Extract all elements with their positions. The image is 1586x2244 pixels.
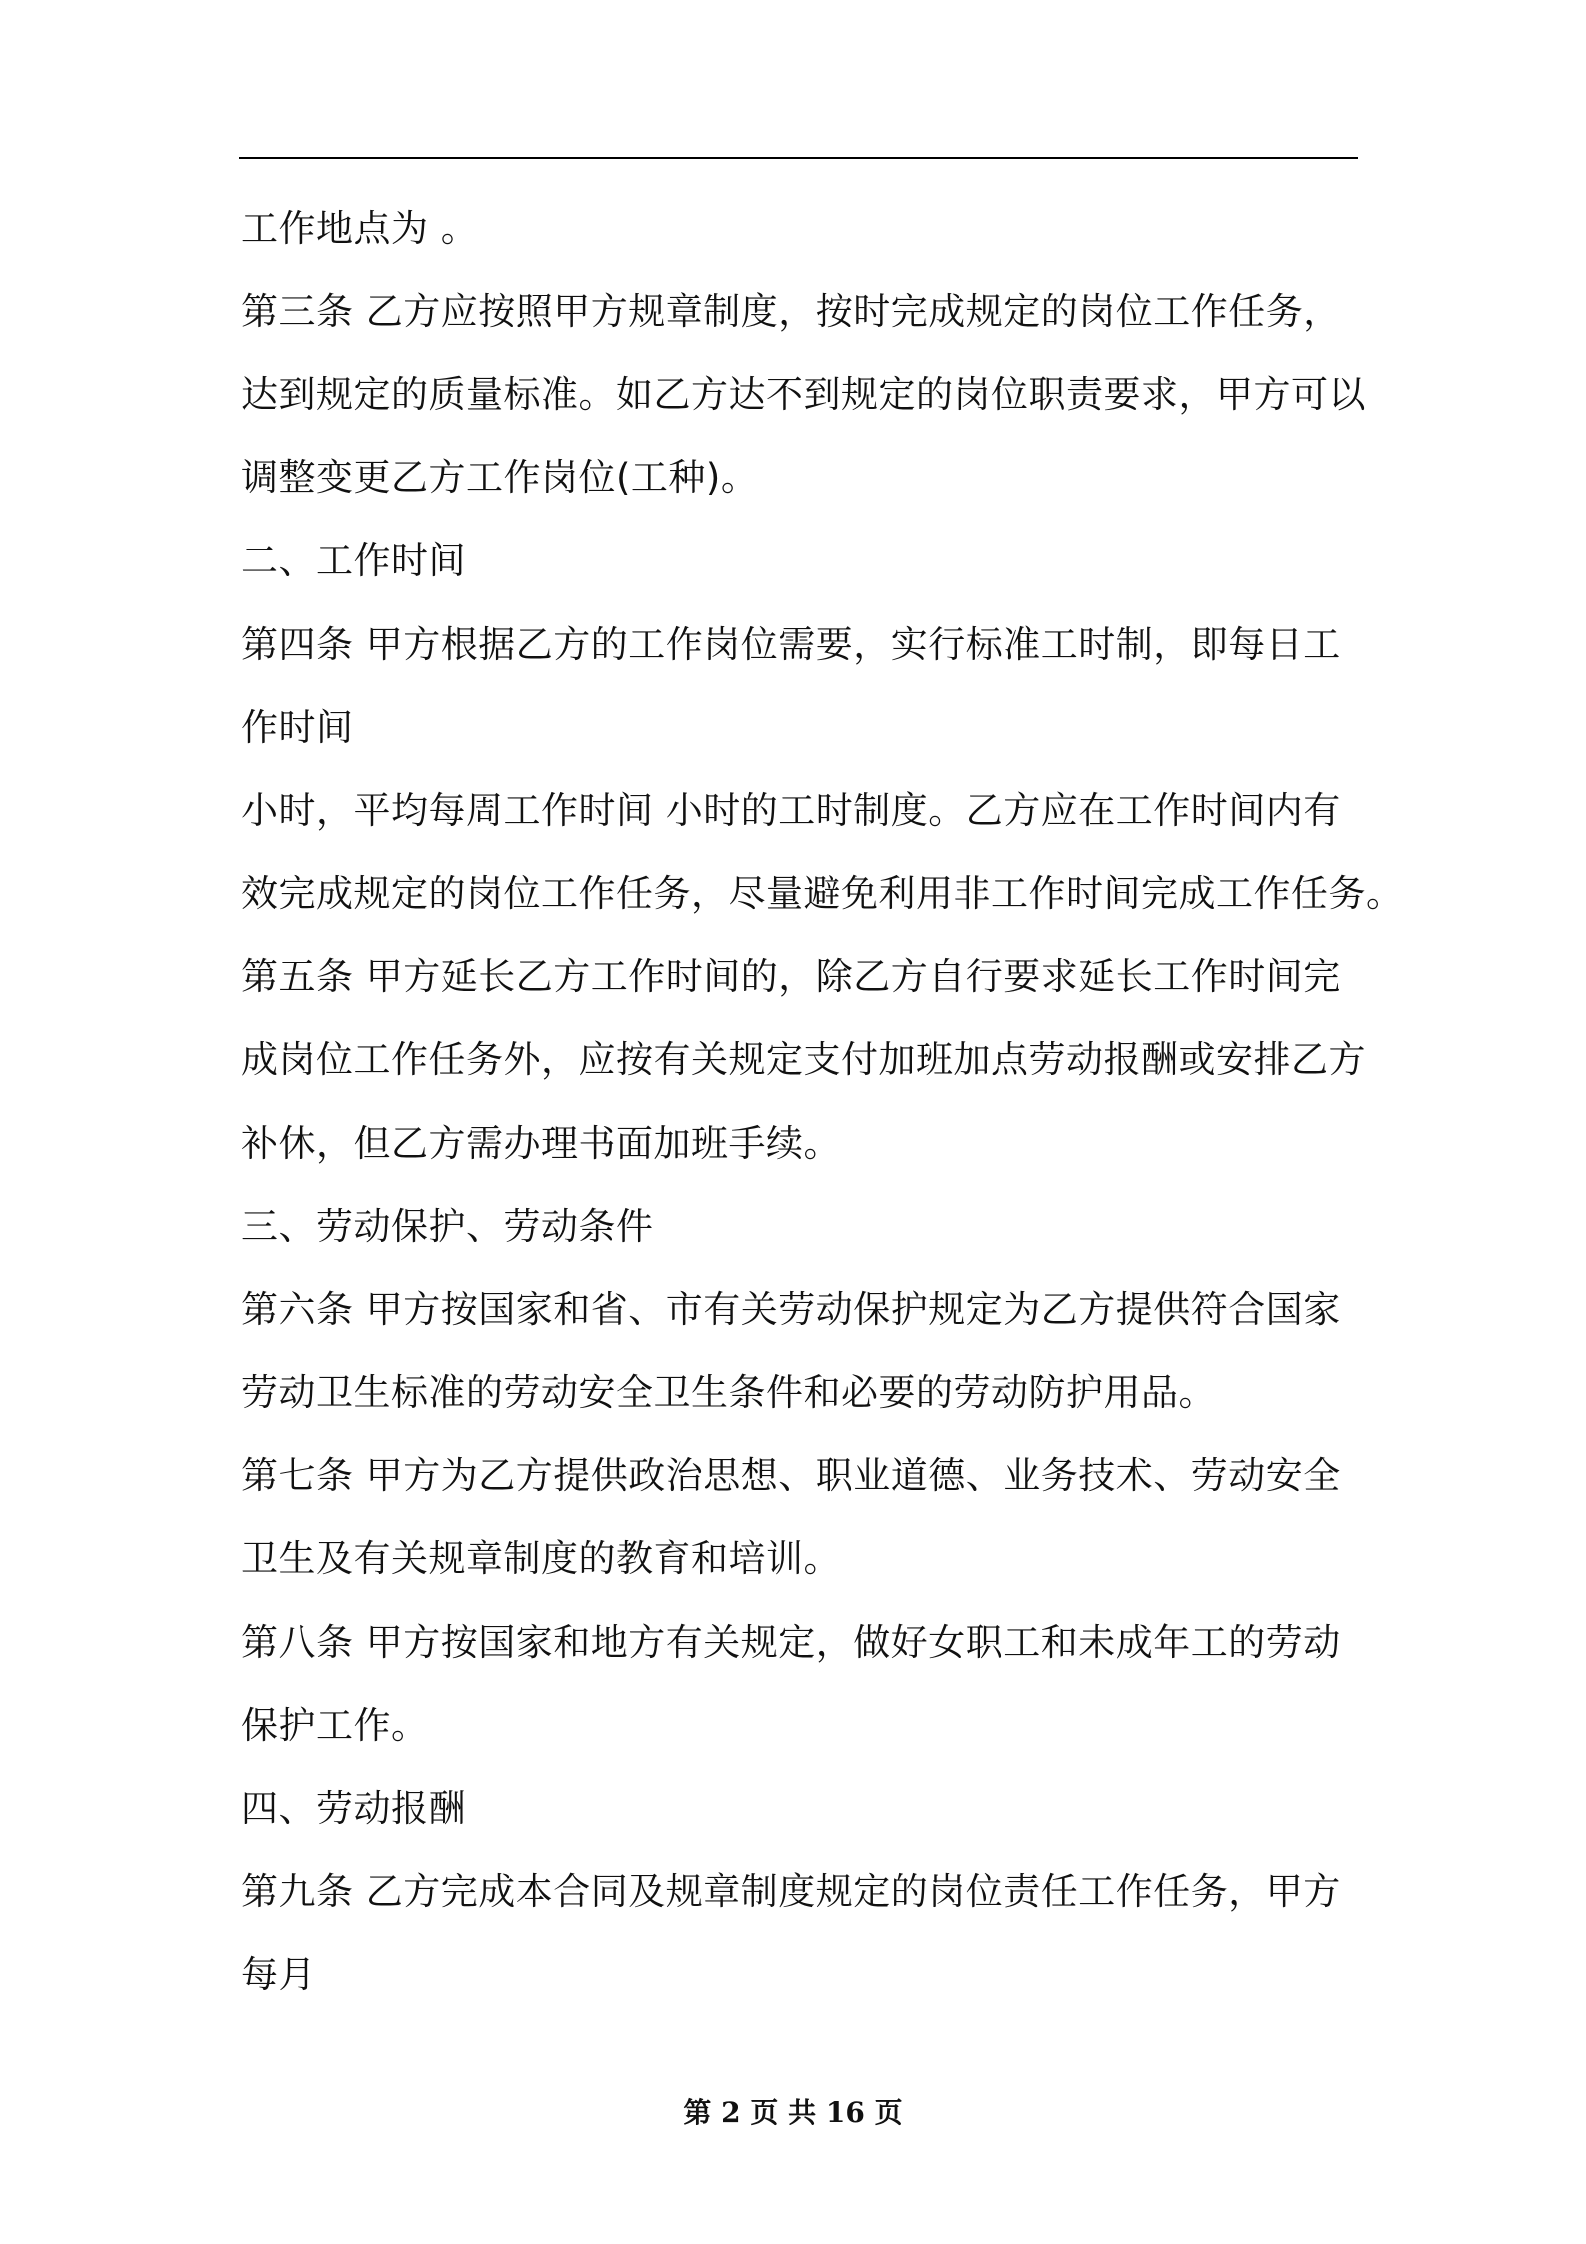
section-heading: 三、劳动保护、劳动条件 bbox=[241, 1205, 654, 1248]
text-line: 调整变更乙方工作岗位(工种)。 bbox=[241, 456, 759, 499]
text-line: 达到规定的质量标准。如乙方达不到规定的岗位职责要求，甲方可以 bbox=[241, 373, 1366, 416]
text-line: 第六条 甲方按国家和省、市有关劳动保护规定为乙方提供符合国家 bbox=[241, 1288, 1341, 1331]
text-line: 第九条 乙方完成本合同及规章制度规定的岗位责任工作任务，甲方 bbox=[241, 1870, 1341, 1913]
text-line: 成岗位工作任务外，应按有关规定支付加班加点劳动报酬或安排乙方 bbox=[241, 1038, 1366, 1081]
section-heading: 二、工作时间 bbox=[241, 539, 466, 582]
text-line: 每月 bbox=[241, 1953, 316, 1996]
text-line: 作时间 bbox=[241, 706, 354, 749]
text-line: 小时，平均每周工作时间 小时的工时制度。乙方应在工作时间内有 bbox=[241, 789, 1341, 832]
text-line: 第三条 乙方应按照甲方规章制度，按时完成规定的岗位工作任务， bbox=[241, 290, 1341, 333]
text-line: 补休，但乙方需办理书面加班手续。 bbox=[241, 1122, 841, 1165]
text-line: 效完成规定的岗位工作任务，尽量避免利用非工作时间完成工作任务。 bbox=[241, 872, 1404, 915]
section-heading: 四、劳动报酬 bbox=[241, 1787, 466, 1830]
text-line: 第五条 甲方延长乙方工作时间的，除乙方自行要求延长工作时间完 bbox=[241, 955, 1341, 998]
text-line: 卫生及有关规章制度的教育和培训。 bbox=[241, 1537, 841, 1580]
text-line: 保护工作。 bbox=[241, 1704, 429, 1747]
page-number-footer: 第 2 页 共 16 页 bbox=[683, 2096, 903, 2129]
header-rule bbox=[239, 157, 1358, 159]
text-line: 第七条 甲方为乙方提供政治思想、职业道德、业务技术、劳动安全 bbox=[241, 1454, 1341, 1497]
text-line: 第四条 甲方根据乙方的工作岗位需要，实行标准工时制，即每日工 bbox=[241, 623, 1341, 666]
text-line: 第八条 甲方按国家和地方有关规定，做好女职工和未成年工的劳动 bbox=[241, 1621, 1341, 1664]
text-line: 劳动卫生标准的劳动安全卫生条件和必要的劳动防护用品。 bbox=[241, 1371, 1216, 1414]
text-line: 工作地点为 。 bbox=[241, 207, 479, 250]
